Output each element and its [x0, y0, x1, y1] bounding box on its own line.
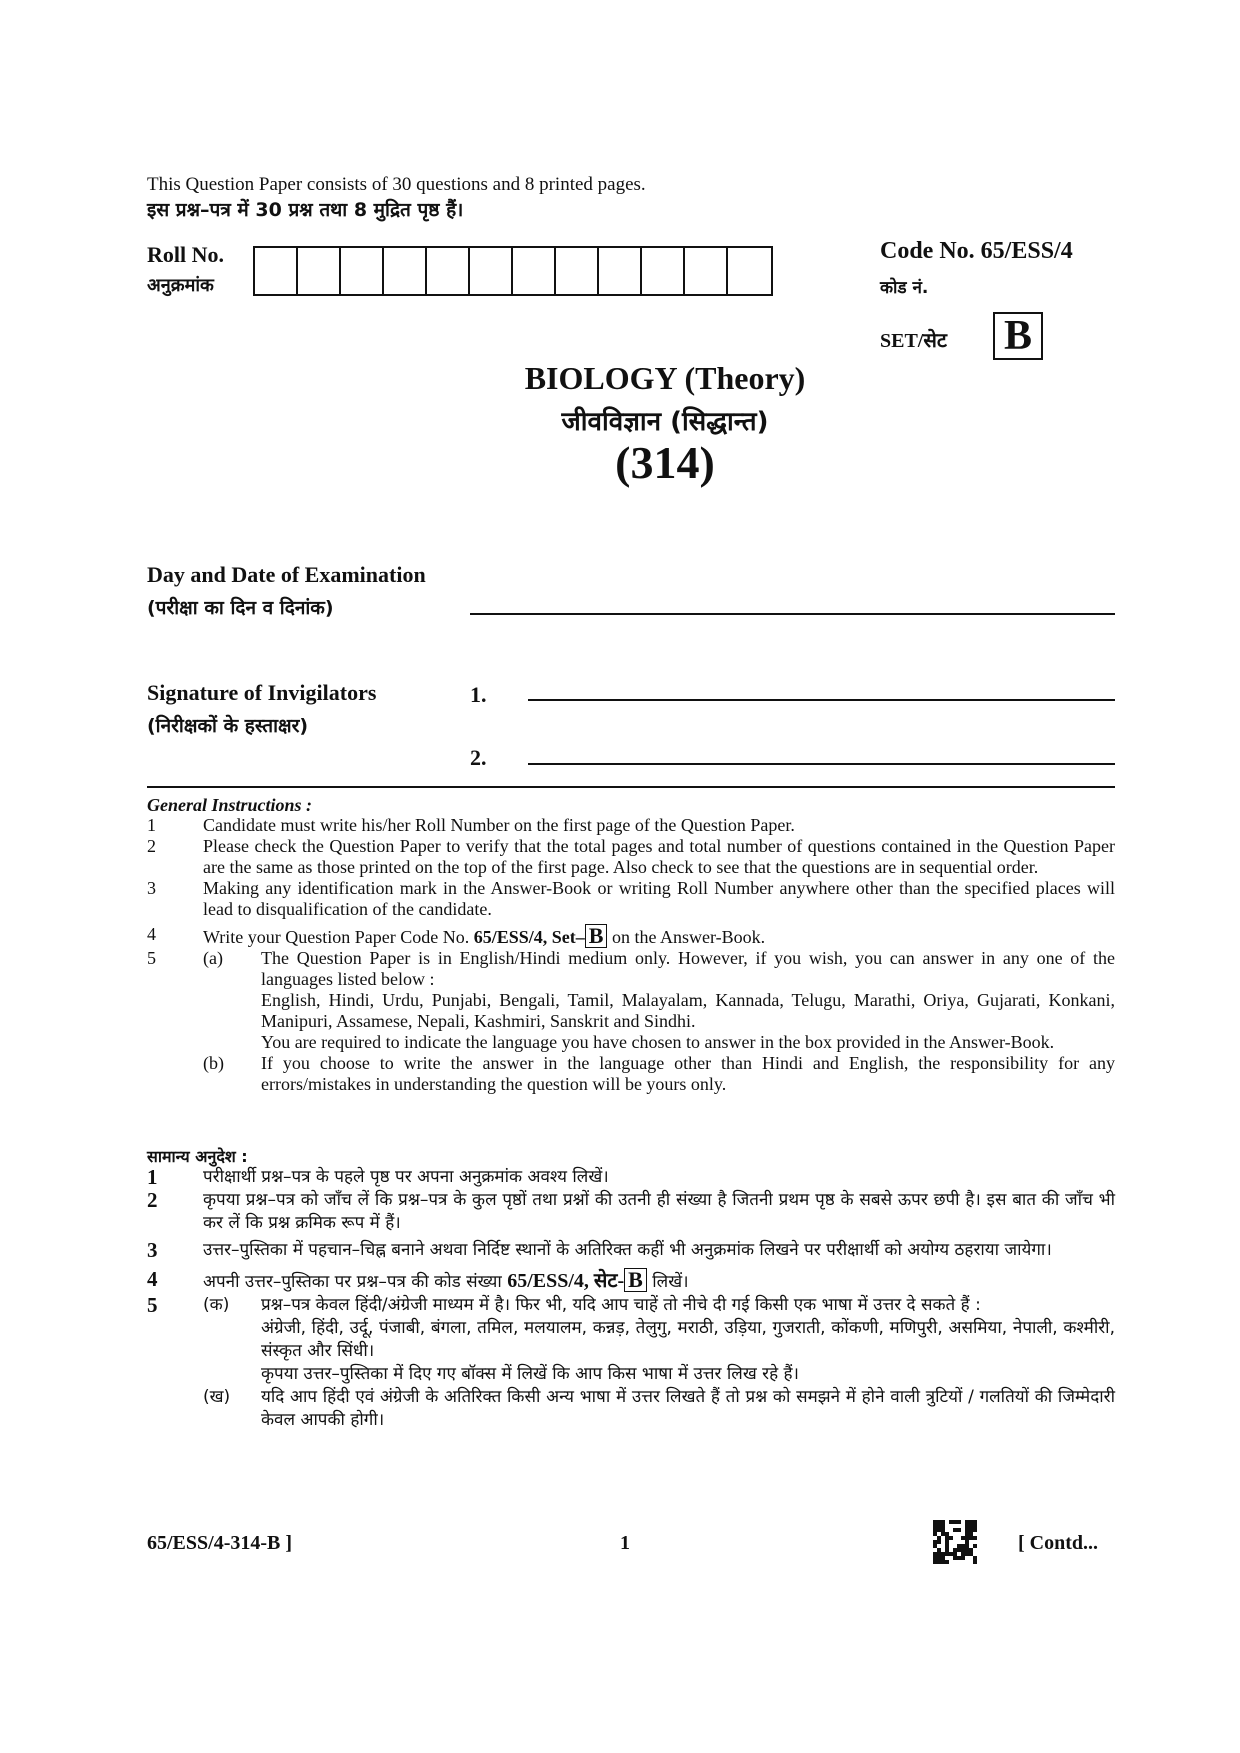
instructions-en [147, 795, 1115, 1095]
instruction-number-blank [147, 1053, 203, 1095]
subject-code: (314) [615, 437, 715, 488]
qr-code-icon [933, 1520, 977, 1564]
instruction-number: 5 [147, 948, 156, 968]
instruction-en-1 [147, 815, 1115, 836]
instruction-hi-3 [147, 1239, 1115, 1262]
invigilator-label-en: Signature of Invigilators [147, 680, 377, 705]
roll-label-hi: अनुक्रमांक [147, 275, 214, 296]
roll-label-en: Roll No. [147, 242, 224, 267]
exam-date-label-en: Day and Date of Examination [147, 562, 426, 587]
instructions-en-heading: General Instructions : [147, 795, 313, 815]
pages-info-hi: इस प्रश्न–पत्र में 30 प्रश्न तथा 8 मुद्रित पृष्ठ हैं। [147, 199, 464, 221]
instruction-text: Making any identification mark in the Answer-Book or writing Roll Number anywhere other than the specified places will lead to disqualification of the candidate. [203, 878, 1115, 919]
roll-number-cell[interactable] [556, 248, 599, 294]
set-mini-box: B [585, 924, 608, 948]
instruction-en-3 [147, 878, 1115, 920]
instruction-text-part: कृपया उत्तर–पुस्तिका में दिए गए बॉक्स में लिखें कि आप किस भाषा में उत्तर लिख रहे हैं। [261, 1364, 799, 1384]
instruction-text: यदि आप हिंदी एवं अंग्रेजी के अतिरिक्त किसी अन्य भाषा में उत्तर लिखते हैं तो प्रश्न को समझने में होने वाली त्रुटियों / गलतियों की जिम्मेदारी केवल आपकी होगी। [261, 1387, 1115, 1430]
instruction-text [261, 948, 1115, 1053]
language-list: अंग्रेजी, हिंदी, उर्दू, पंजाबी, बंगला, तमिल, मलयालम, कन्नड़, तेलुगु, मराठी, उड़िया, गुजराती, कोंकणी, मणिपुरी, असमिया, नेपाली, कश्मीरी, संस्कृत और सिंधी। [261, 1318, 1115, 1361]
instruction-number: 2 [147, 1188, 158, 1212]
page-number: 1 [620, 1532, 630, 1554]
instruction-text-part: प्रश्न–पत्र केवल हिंदी/अंग्रेजी माध्यम में है। फिर भी, यदि आप चाहें तो नीचे दी गई किसी एक भाषा में उत्तर दे सकते हैं : [261, 1295, 981, 1315]
instruction-number-blank [147, 1386, 203, 1432]
instruction-code: 65/ESS/4, Set– [473, 927, 585, 947]
instruction-text-pre: अपनी उत्तर–पुस्तिका पर प्रश्न–पत्र की कोड संख्या [203, 1272, 502, 1292]
instruction-sub-label: (क) [203, 1295, 230, 1315]
instruction-en-2 [147, 836, 1115, 878]
instruction-code: 65/ESS/4, सेट- [507, 1270, 625, 1292]
subject-title-hi: जीवविज्ञान (सिद्धान्त) [561, 407, 769, 437]
invigilator-1-label: 1. [470, 682, 487, 707]
roll-number-grid[interactable] [253, 246, 773, 296]
instruction-hi-1 [147, 1166, 1115, 1189]
instruction-text-post: on the Answer-Book. [611, 927, 766, 947]
instruction-number: 1 [147, 1165, 158, 1189]
instruction-text: परीक्षार्थी प्रश्न–पत्र के पहले पृष्ठ पर अपना अनुक्रमांक अवश्य लिखें। [203, 1167, 609, 1187]
invigilator-label-hi: (निरीक्षकों के हस्ताक्षर) [147, 715, 309, 737]
instruction-sub-label: (b) [203, 1053, 224, 1073]
instruction-text-post: लिखें। [652, 1272, 689, 1292]
set-box: B [993, 312, 1043, 360]
roll-number-cell[interactable] [642, 248, 685, 294]
instruction-sub-label: (ख) [203, 1387, 231, 1407]
roll-number-cell[interactable] [384, 248, 427, 294]
separator-rule [147, 786, 1115, 788]
instruction-text: Please check the Question Paper to verify that the total pages and total number of questions contained in the Question Paper are the same as those printed on the top of the first page. Also check to see that the questions are in sequential order. [203, 836, 1115, 877]
code-number [880, 238, 1073, 265]
exam-date-line[interactable] [470, 613, 1115, 615]
instruction-sub-label: (a) [203, 948, 223, 968]
roll-number-cell[interactable] [513, 248, 556, 294]
roll-number-cell[interactable] [685, 248, 728, 294]
roll-number-cell[interactable] [255, 248, 298, 294]
roll-number-cell[interactable] [341, 248, 384, 294]
subject-title-en: BIOLOGY (Theory) [524, 360, 806, 396]
instruction-text [203, 1268, 1115, 1294]
instruction-text-pre: Write your Question Paper Code No. [203, 927, 470, 947]
instruction-text-part: You are required to indicate the language you have chosen to answer in the box provided in the Answer-Book. [261, 1032, 1055, 1052]
instruction-en-4 [147, 924, 1115, 948]
language-list: English, Hindi, Urdu, Punjabi, Bengali, Tamil, Malayalam, Kannada, Telugu, Marathi, Oriya, Gujarati, Konkani, Manipuri, Assamese, Nepali, Kashmiri, Sanskrit and Sindhi. [261, 990, 1115, 1031]
roll-number-cell[interactable] [728, 248, 771, 294]
instruction-text: कृपया प्रश्न–पत्र को जाँच लें कि प्रश्न–पत्र के कुल पृष्ठों तथा प्रश्नों की उतनी ही संख्या है जितनी प्रथम पृष्ठ के सबसे ऊपर छपी है। इस बात की जाँच भी कर लें कि प्रश्न क्रमिक रूप में हैं। [203, 1190, 1115, 1233]
footer-paper-code: 65/ESS/4-314-B ] [147, 1532, 293, 1554]
instruction-number: 3 [147, 1238, 158, 1262]
instruction-number: 3 [147, 878, 156, 898]
roll-number-cell[interactable] [427, 248, 470, 294]
code-value: 65/ESS/4 [980, 238, 1073, 264]
code-label-en: Code No. [880, 238, 975, 264]
instruction-text [203, 924, 1115, 948]
instruction-number: 4 [147, 1267, 158, 1291]
instruction-hi-5a [147, 1294, 1115, 1386]
instruction-number: 1 [147, 815, 156, 835]
instruction-en-5b [147, 1053, 1115, 1095]
instruction-text: Candidate must write his/her Roll Number on the first page of the Question Paper. [203, 815, 795, 835]
roll-number-cell[interactable] [298, 248, 341, 294]
instruction-text [261, 1294, 1115, 1386]
instruction-number: 5 [147, 1293, 158, 1317]
code-label-hi: कोड नं. [880, 278, 929, 298]
set-label [880, 326, 947, 353]
invigilator-2-label: 2. [470, 745, 487, 770]
roll-number-cell[interactable] [470, 248, 513, 294]
pages-info-en: This Question Paper consists of 30 questions and 8 printed pages. [147, 174, 646, 195]
instruction-text-part: The Question Paper is in English/Hindi medium only. However, if you wish, you can answer in any one of the languages listed below : [261, 948, 1115, 989]
instruction-number: 4 [147, 924, 156, 944]
instruction-en-5a [147, 948, 1115, 1053]
instruction-text: उत्तर–पुस्तिका में पहचान–चिह्न बनाने अथवा निर्दिष्ट स्थानों के अतिरिक्त कहीं भी अनुक्रमांक लिखने पर परीक्षार्थी को अयोग्य ठहराया जायेगा। [203, 1240, 1052, 1260]
instruction-hi-5b [147, 1386, 1115, 1432]
set-mini-box: B [624, 1268, 647, 1292]
invigilator-2-line[interactable] [528, 763, 1115, 765]
instruction-number: 2 [147, 836, 156, 856]
instructions-hi [147, 1147, 1115, 1432]
instruction-hi-2 [147, 1189, 1115, 1235]
set-label-text: SET/सेट [880, 330, 947, 352]
instructions-hi-heading: सामान्य अनुदेश : [147, 1147, 248, 1166]
invigilator-1-line[interactable] [528, 699, 1115, 701]
contd-label: [ Contd... [1018, 1532, 1099, 1554]
exam-date-label-hi: (परीक्षा का दिन व दिनांक) [147, 597, 334, 619]
roll-number-cell[interactable] [599, 248, 642, 294]
instruction-text: If you choose to write the answer in the language other than Hindi and English, the responsibility for any errors/mistakes in understanding the question will be yours only. [261, 1053, 1115, 1094]
instruction-hi-4 [147, 1268, 1115, 1294]
